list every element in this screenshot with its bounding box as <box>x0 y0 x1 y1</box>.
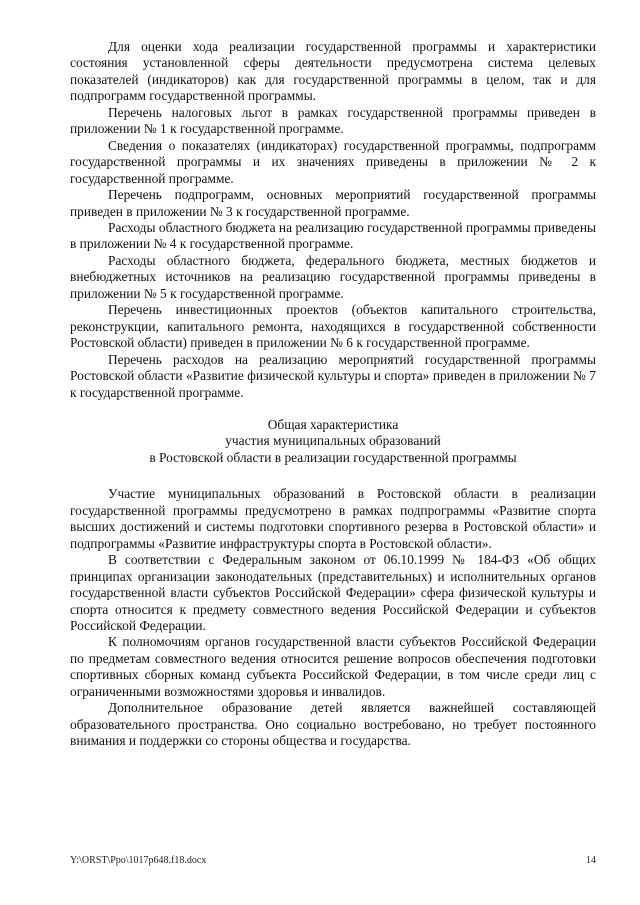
paragraph-federal-law: В соответствии с Федеральным законом от 06.10.1999 № 184-ФЗ «Об общих принципах организации законодательных (представительных) и исполнительных органов государственной власти субъектов Российской Федерации» сфера физической культуры и спорта относится к предмету совместного ведения Российской Федерации и субъектов Российской Федерации. <box>70 552 596 633</box>
heading-line-1: Общая характеристика <box>267 416 399 432</box>
paragraph-indicator-info: Сведения о показателях (индикаторах) государственной программы, подпрограмм государственной программы и их значениях приведены в приложении № 2 к государственной программе. <box>70 137 596 186</box>
paragraph-child-education: Дополнительное образование детей является важнейшей составляющей образовательного пространства. Оно социально востребовано, но требует постоянного внимания и поддержки со стороны общества и государства. <box>70 700 596 749</box>
paragraph-municipal-participation: Участие муниципальных образований в Ростовской области в реализации государственной программы предусмотрено в рамках подпрограммы «Развитие спорта высших достижений и системы подготовки спортивного резерва в Ростовской области» и подпрограммы «Развитие инфраструктуры спорта в Ростовской области». <box>70 486 596 551</box>
document-body <box>70 39 596 750</box>
paragraph-authority: К полномочиям органов государственной власти субъектов Российской Федерации по предметам совместного ведения относится решение вопросов обеспечения подготовки спортивных сборных команд субъекта Российской Федерации, в том числе среди лиц с ограниченными возможностями здоровья и инвалидов. <box>70 634 596 699</box>
spacer <box>70 466 596 486</box>
paragraph-tax-benefits: Перечень налоговых льгот в рамках государственной программы приведен в приложении № 1 к государственной программе. <box>70 104 596 137</box>
paragraph-all-budgets: Расходы областного бюджета, федерального бюджета, местных бюджетов и внебюджетных источников на реализацию государственной программы приведены в приложении № 5 к государственной программе. <box>70 252 596 301</box>
paragraph-expenses-list: Перечень расходов на реализацию мероприятий государственной программы Ростовской области «Развитие физической культуры и спорта» приведен в приложении № 7 к государственной программе. <box>70 351 596 400</box>
paragraph-regional-budget: Расходы областного бюджета на реализацию государственной программы приведены в приложении № 4 к государственной программе. <box>70 219 596 252</box>
paragraph-subprograms: Перечень подпрограмм, основных мероприятий государственной программы приведен в приложении № 3 к государственной программе. <box>70 187 596 219</box>
section-heading <box>70 417 596 466</box>
paragraph-indicators: Для оценки хода реализации государственной программы и характеристики состояния установленной сферы деятельности предусмотрена система целевых показателей (индикаторов) как для государственной программы в целом, так и для подпрограмм государственной программы. <box>70 39 596 104</box>
page-number: 14 <box>586 855 596 866</box>
file-path: Y:\ORST\Ppo\1017p648.f18.docx <box>70 855 207 866</box>
heading-line-3: в Ростовской области в реализации государственной программы <box>149 449 517 465</box>
heading-line-2: участия муниципальных образований <box>225 433 441 449</box>
paragraph-investment-projects: Перечень инвестиционных проектов (объектов капитального строительства, реконструкции, капитального ремонта, находящихся в государственной собственности Ростовской области) приведен в приложении № 6 к государственной программе. <box>70 302 596 351</box>
